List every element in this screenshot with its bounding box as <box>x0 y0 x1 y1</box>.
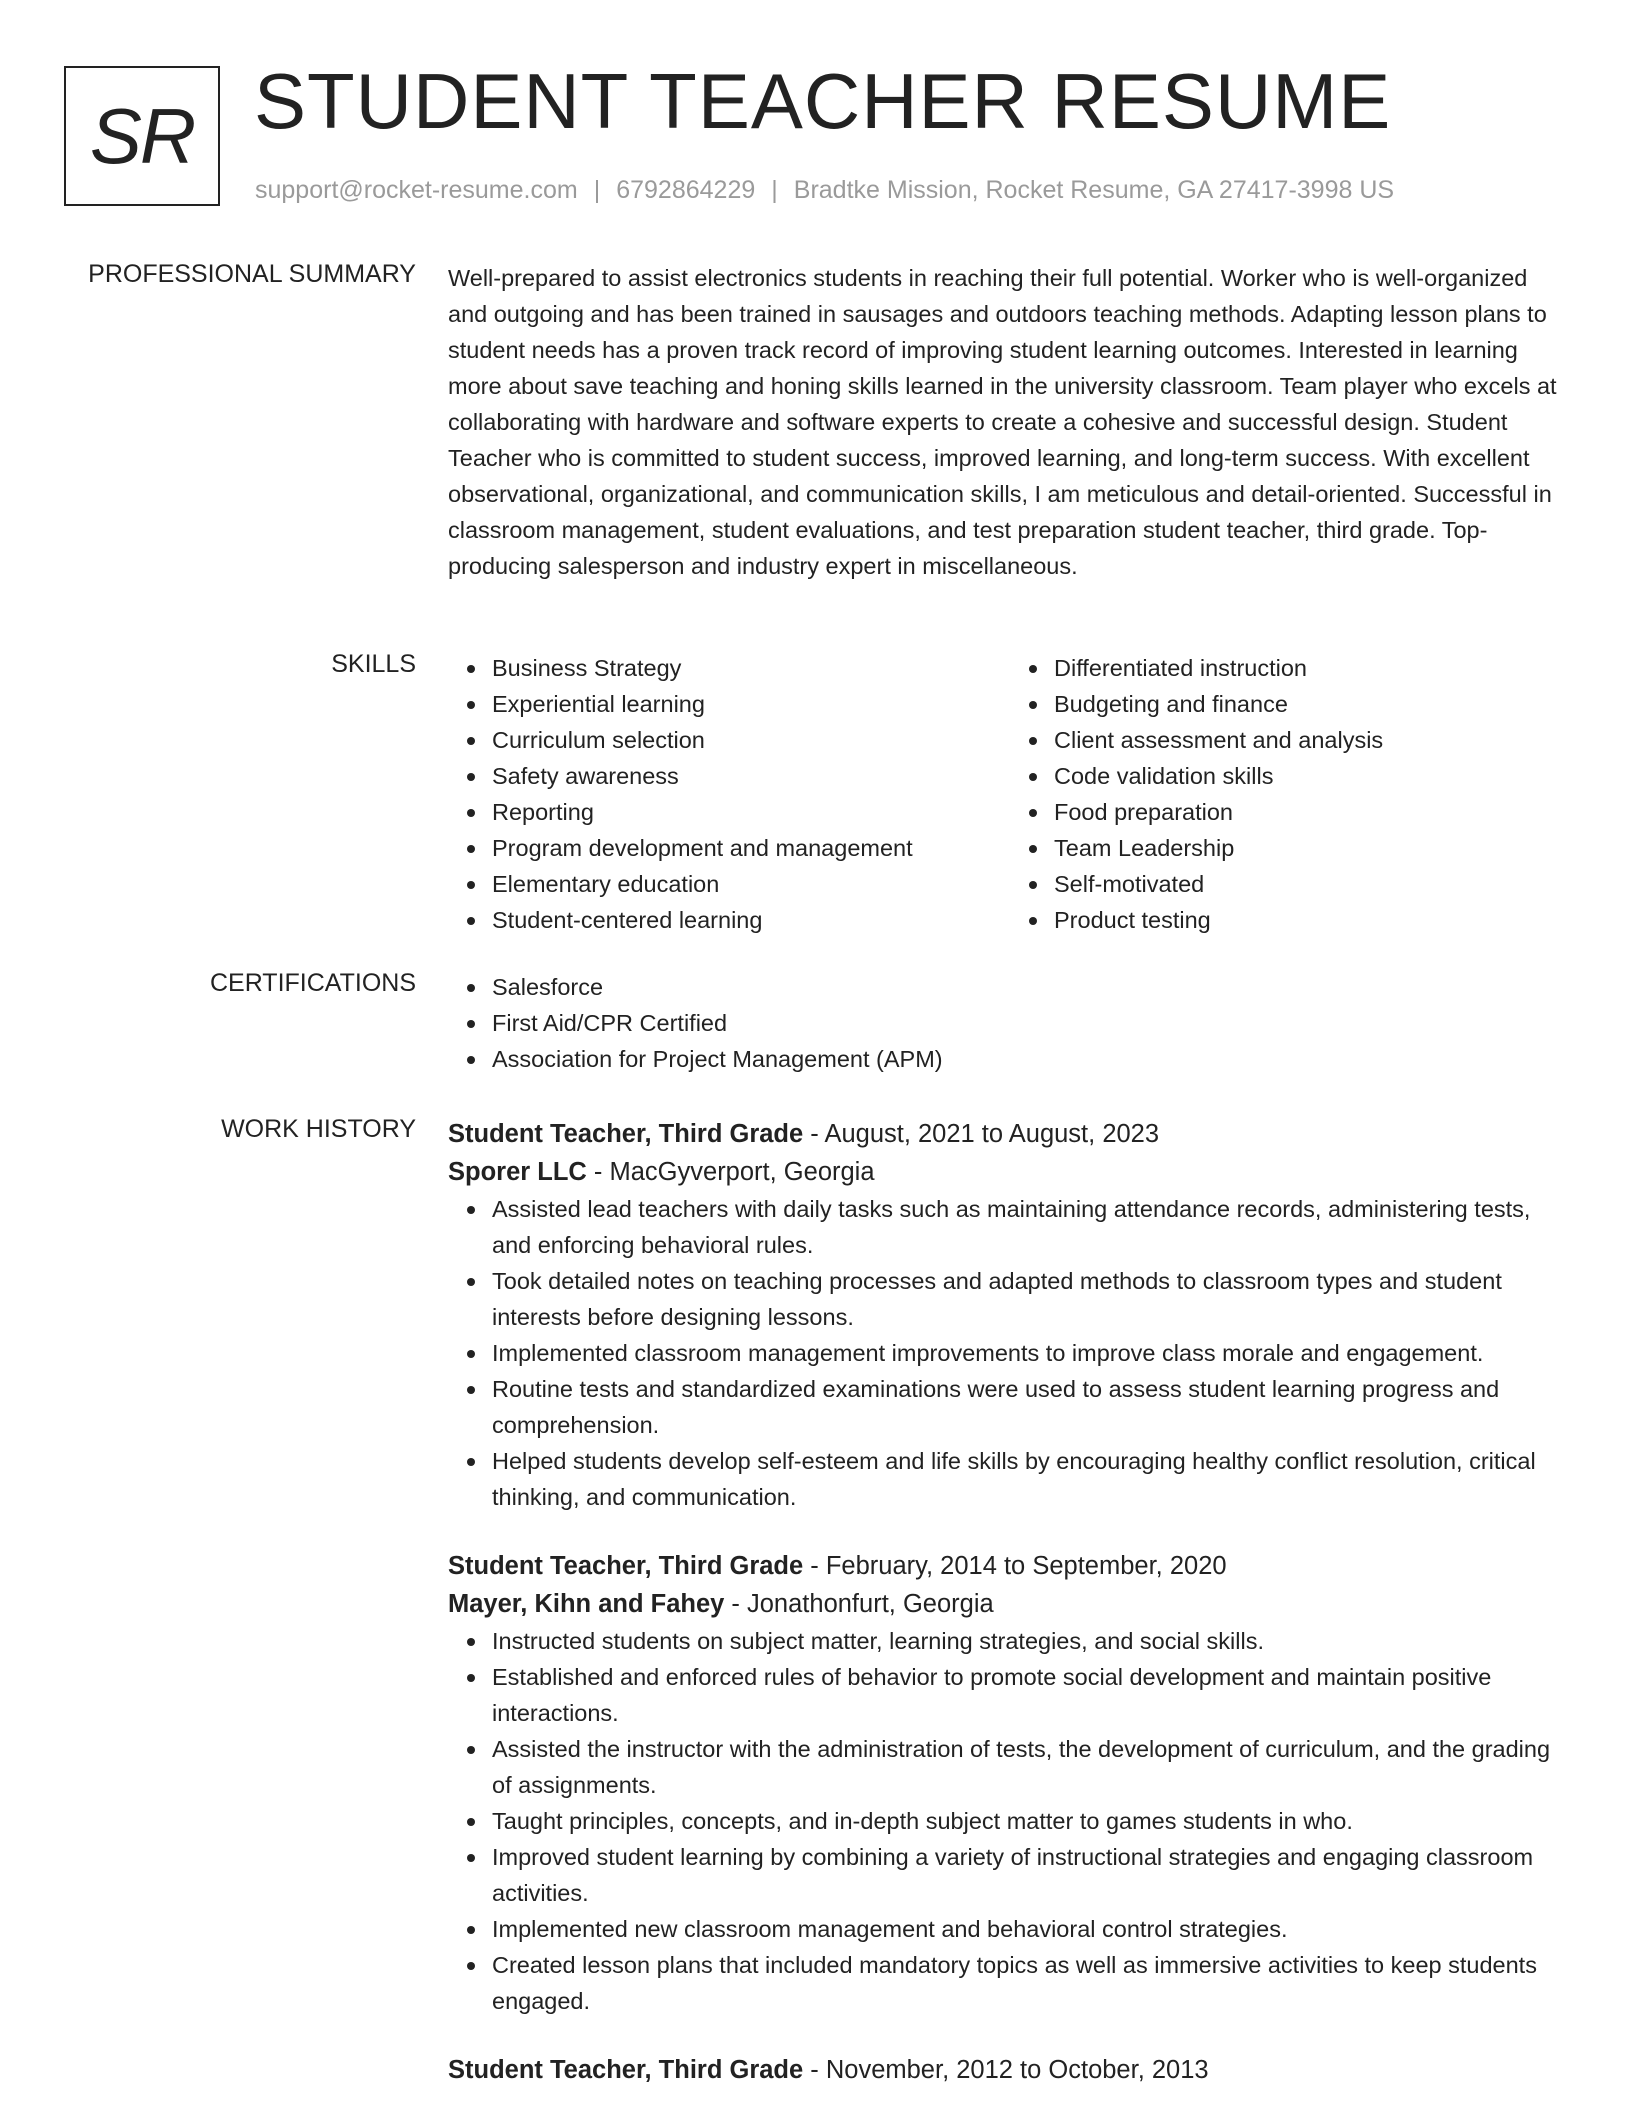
work-history-label: WORK HISTORY <box>221 1115 416 1143</box>
skill-item: Code validation skills <box>1054 758 1572 794</box>
skill-item: Food preparation <box>1054 794 1572 830</box>
skills-label: SKILLS <box>331 650 416 678</box>
job-location: - MacGyverport, Georgia <box>586 1158 875 1186</box>
job-company: Sporer LLC <box>448 1158 587 1186</box>
job-bullet: Assisted the instructor with the administration of tests, the development of curriculum, and the grading of assignments. <box>492 1731 1572 1803</box>
work-history-body <box>448 1115 1572 2089</box>
job-dates: - February, 2014 to September, 2020 <box>803 1552 1227 1580</box>
job-bullet: Implemented new classroom management and behavioral control strategies. <box>492 1911 1572 1947</box>
job-bullet: Taught principles, concepts, and in-depth subject matter to games students in who. <box>492 1803 1572 1839</box>
contact-address: Bradtke Mission, Rocket Resume, GA 27417-3998 US <box>793 176 1395 204</box>
certifications-body <box>448 969 1572 1077</box>
contact-email[interactable]: support@rocket-resume.com <box>255 176 578 204</box>
certification-item: Association for Project Management (APM) <box>492 1041 1572 1077</box>
resume-title: STUDENT TEACHER RESUME <box>254 57 1392 145</box>
skill-item: Team Leadership <box>1054 830 1572 866</box>
skill-item: Curriculum selection <box>492 722 1010 758</box>
skill-item: Client assessment and analysis <box>1054 722 1572 758</box>
job-bullet: Implemented classroom management improvements to improve class morale and engagement. <box>492 1335 1572 1371</box>
job-company: Mayer, Kihn and Fahey <box>448 1590 725 1618</box>
skills-list-left <box>448 650 1010 938</box>
contact-separator: | <box>771 176 778 204</box>
job-bullets <box>448 1623 1572 2019</box>
job-entry <box>448 2051 1572 2089</box>
skill-item: Budgeting and finance <box>1054 686 1572 722</box>
job-bullet: Routine tests and standardized examinations were used to assess student learning progress and comprehension. <box>492 1371 1572 1443</box>
job-title: Student Teacher, Third Grade <box>448 1552 804 1580</box>
contact-separator: | <box>593 176 601 204</box>
summary-label: PROFESSIONAL SUMMARY <box>88 260 416 288</box>
summary-text: Well-prepared to assist electronics students in reaching their full potential. Worker who is well-organized and outgoing and has been trained in sausages and outdoors teaching methods. Adapting lesson plans to student needs has a proven track record of improving student learning outcomes. Interested in learning more about save teaching and honing skills learned in the university classroom. Team player who excels at collaborating with hardware and software experts to create a cohesive and successful design. Student Teacher who is committed to student success, improved learning, and long-term success. With excellent observational, organizational, and communication skills, I am meticulous and detail-oriented. Successful in classroom management, student evaluations, and test preparation student teacher, third grade. Top-producing salesperson and industry expert in miscellaneous. <box>448 265 1557 579</box>
job-location: - Jonathonfurt, Georgia <box>724 1590 994 1618</box>
job-company-line <box>448 1585 1572 1623</box>
job-company-line <box>448 1153 1572 1191</box>
skills-list-right <box>1010 650 1572 938</box>
contact-phone[interactable]: 6792864229 <box>616 176 756 204</box>
skill-item: Experiential learning <box>492 686 1010 722</box>
job-bullets <box>448 1191 1572 1515</box>
certification-item: Salesforce <box>492 969 1572 1005</box>
job-entry <box>448 1115 1572 1515</box>
skill-item: Business Strategy <box>492 650 1010 686</box>
job-title-line <box>448 1115 1572 1153</box>
job-bullet: Took detailed notes on teaching processes and adapted methods to classroom types and student interests before designing lessons. <box>492 1263 1572 1335</box>
job-title-line <box>448 1547 1572 1585</box>
skills-body <box>448 650 1572 938</box>
certifications-list <box>448 969 1572 1077</box>
job-bullet: Instructed students on subject matter, learning strategies, and social skills. <box>492 1623 1572 1659</box>
job-dates: - August, 2021 to August, 2023 <box>803 1120 1160 1148</box>
job-bullet: Helped students develop self-esteem and life skills by encouraging healthy conflict resolution, critical thinking, and communication. <box>492 1443 1572 1515</box>
skill-item: Student-centered learning <box>492 902 1010 938</box>
skill-item: Product testing <box>1054 902 1572 938</box>
job-entry <box>448 1547 1572 2019</box>
job-dates: - November, 2012 to October, 2013 <box>803 2056 1209 2084</box>
certifications-label: CERTIFICATIONS <box>209 969 416 997</box>
skill-item: Safety awareness <box>492 758 1010 794</box>
job-bullet: Assisted lead teachers with daily tasks such as maintaining attendance records, administering tests, and enforcing behavioral rules. <box>492 1191 1572 1263</box>
job-title-line <box>448 2051 1572 2089</box>
contact-line <box>255 176 1394 205</box>
certification-item: First Aid/CPR Certified <box>492 1005 1572 1041</box>
skill-item: Self-motivated <box>1054 866 1572 902</box>
job-bullet: Established and enforced rules of behavior to promote social development and maintain positive interactions. <box>492 1659 1572 1731</box>
monogram-box <box>64 66 220 206</box>
skill-item: Differentiated instruction <box>1054 650 1572 686</box>
monogram-initials: SR <box>89 91 195 180</box>
job-title: Student Teacher, Third Grade <box>448 2056 804 2084</box>
skill-item: Elementary education <box>492 866 1010 902</box>
skill-item: Program development and management <box>492 830 1010 866</box>
summary-body <box>448 260 1572 584</box>
skill-item: Reporting <box>492 794 1010 830</box>
job-bullet: Improved student learning by combining a variety of instructional strategies and engaging classroom activities. <box>492 1839 1572 1911</box>
job-title: Student Teacher, Third Grade <box>448 1120 804 1148</box>
job-bullet: Created lesson plans that included mandatory topics as well as immersive activities to keep students engaged. <box>492 1947 1572 2019</box>
